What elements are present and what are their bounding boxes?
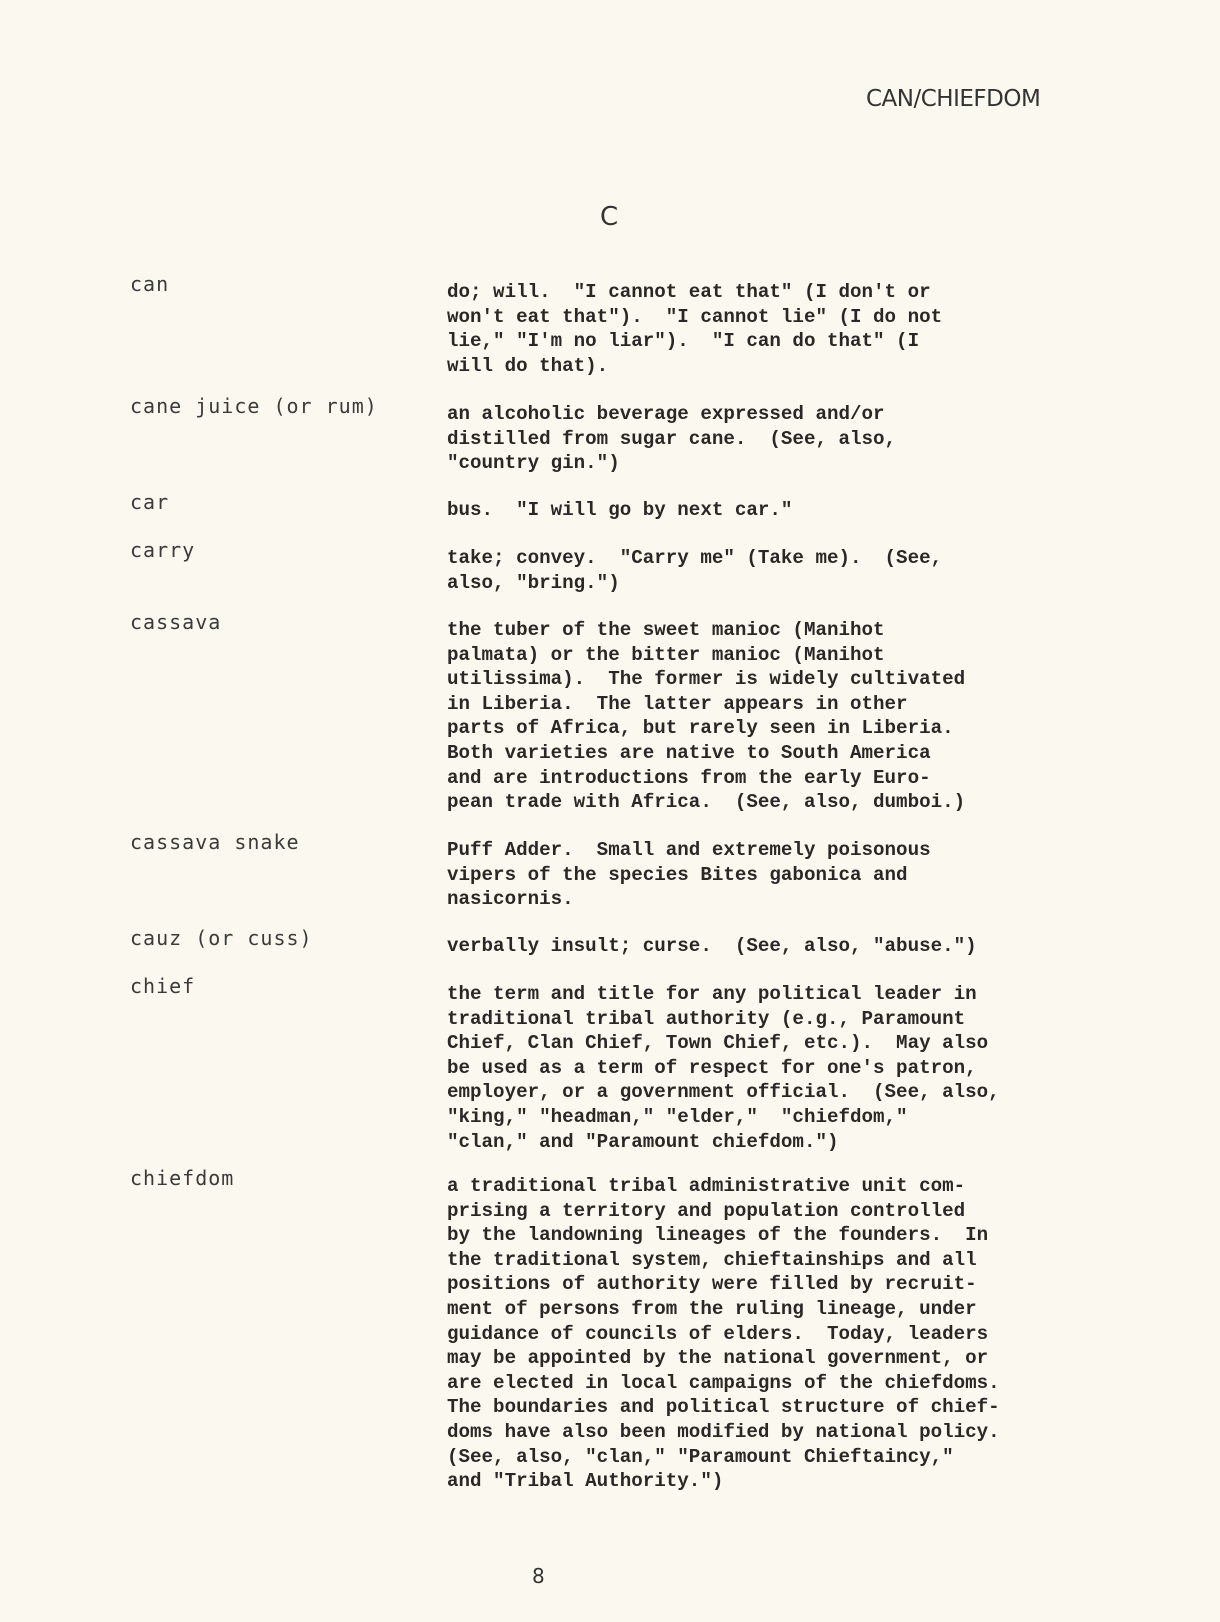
definition-line: "clan," and "Paramount chiefdom.") bbox=[447, 1130, 839, 1153]
definition-line: "king," "headman," "elder," "chiefdom," bbox=[447, 1105, 908, 1128]
entry-definition bbox=[447, 934, 1047, 959]
entry-term: cassava snake bbox=[130, 830, 300, 854]
entry-term: chief bbox=[130, 974, 196, 998]
definition-line: Both varieties are native to South America bbox=[447, 741, 931, 764]
definition-line: The boundaries and political structure of chief- bbox=[447, 1396, 1000, 1419]
definition-line: a traditional tribal administrative unit com- bbox=[447, 1175, 966, 1197]
entry-definition bbox=[447, 838, 1047, 912]
definition-line: parts of Africa, but rarely seen in Liberia. bbox=[447, 717, 954, 740]
entry-definition bbox=[447, 1174, 1047, 1494]
entry-term: car bbox=[130, 490, 170, 514]
definition-line: the term and title for any political leader in bbox=[447, 983, 977, 1005]
definition-line: be used as a term of respect for one's patron, bbox=[447, 1056, 977, 1079]
definition-line: may be appointed by the national government, or bbox=[447, 1347, 989, 1370]
definition-line: also, "bring.") bbox=[447, 571, 620, 594]
definition-line: do; will. "I cannot eat that" (I don't or bbox=[447, 281, 931, 303]
page-number: 8 bbox=[532, 1564, 545, 1588]
definition-line: won't eat that"). "I cannot lie" (I do not bbox=[447, 305, 943, 328]
definition-line: Puff Adder. Small and extremely poisonous bbox=[447, 839, 931, 861]
entry-definition bbox=[447, 982, 1047, 1154]
entry-term: cane juice (or rum) bbox=[130, 394, 378, 418]
entry-definition bbox=[447, 618, 1047, 815]
definition-line: employer, or a government official. (See, also, bbox=[447, 1081, 1000, 1104]
definition-line: pean trade with Africa. (See, also, dumboi.) bbox=[447, 791, 966, 814]
definition-line: bus. "I will go by next car." bbox=[447, 499, 793, 521]
definition-line: utilissima). The former is widely cultivated bbox=[447, 668, 966, 691]
definition-line: are elected in local campaigns of the chiefdoms. bbox=[447, 1371, 1000, 1394]
definition-line: take; convey. "Carry me" (Take me). (See, bbox=[447, 547, 943, 569]
entry-definition bbox=[447, 402, 1047, 476]
definition-line: doms have also been modified by national policy. bbox=[447, 1420, 1000, 1443]
definition-line: and are introductions from the early Euro- bbox=[447, 766, 931, 789]
definition-line: palmata) or the bitter manioc (Manihot bbox=[447, 643, 885, 666]
definition-line: the traditional system, chieftainships and all bbox=[447, 1248, 977, 1271]
page-header: CAN/CHIEFDOM bbox=[866, 86, 1041, 112]
definition-line: (See, also, "clan," "Paramount Chieftaincy," bbox=[447, 1445, 954, 1468]
definition-line: verbally insult; curse. (See, also, "abuse.") bbox=[447, 935, 977, 957]
definition-line: prising a territory and population controlled bbox=[447, 1199, 966, 1222]
entry-definition bbox=[447, 280, 1047, 378]
definition-line: will do that). bbox=[447, 354, 609, 377]
entry-definition bbox=[447, 546, 1047, 595]
definition-line: and "Tribal Authority.") bbox=[447, 1470, 724, 1493]
definition-line: lie," "I'm no liar"). "I can do that" (I bbox=[447, 330, 920, 353]
entry-term: chiefdom bbox=[130, 1166, 235, 1190]
definition-line: traditional tribal authority (e.g., Paramount bbox=[447, 1007, 966, 1030]
definition-line: nasicornis. bbox=[447, 888, 574, 911]
definition-line: an alcoholic beverage expressed and/or bbox=[447, 403, 885, 425]
definition-line: "country gin.") bbox=[447, 452, 620, 475]
entry-term: cauz (or cuss) bbox=[130, 926, 313, 950]
definition-line: vipers of the species Bites gabonica and bbox=[447, 863, 908, 886]
definition-line: the tuber of the sweet manioc (Manihot bbox=[447, 619, 885, 641]
definition-line: guidance of councils of elders. Today, leaders bbox=[447, 1322, 989, 1345]
definition-line: distilled from sugar cane. (See, also, bbox=[447, 427, 897, 450]
definition-line: ment of persons from the ruling lineage, under bbox=[447, 1297, 977, 1320]
definition-line: by the landowning lineages of the founders. In bbox=[447, 1224, 989, 1247]
section-letter: C bbox=[600, 202, 619, 232]
definition-line: in Liberia. The latter appears in other bbox=[447, 692, 908, 715]
entry-definition bbox=[447, 498, 1047, 523]
definition-line: positions of authority were filled by recruit- bbox=[447, 1273, 977, 1296]
entry-term: can bbox=[130, 272, 170, 296]
entry-term: carry bbox=[130, 538, 196, 562]
entry-term: cassava bbox=[130, 610, 222, 634]
definition-line: Chief, Clan Chief, Town Chief, etc.). May also bbox=[447, 1032, 989, 1055]
